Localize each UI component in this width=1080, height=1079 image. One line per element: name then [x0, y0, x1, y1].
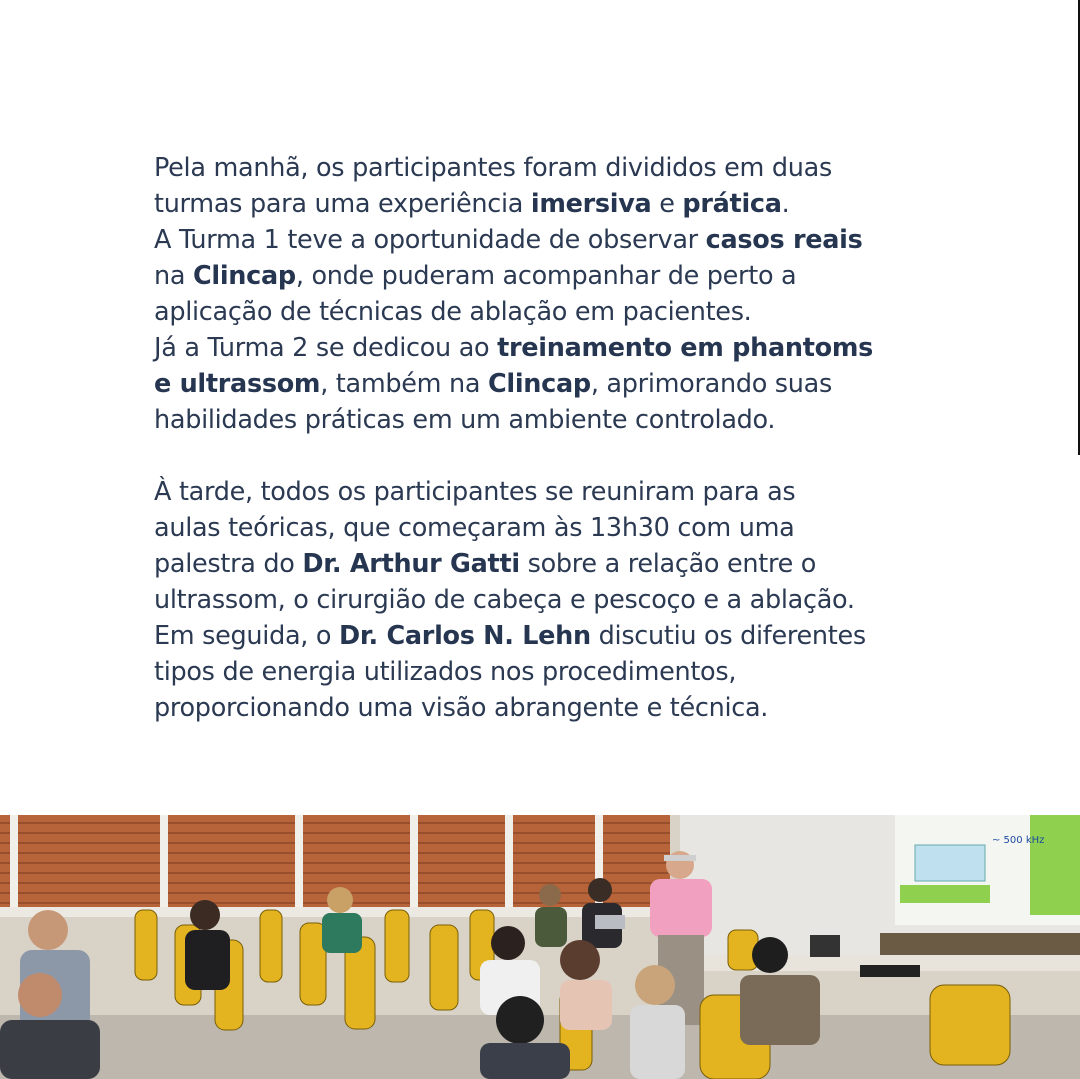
projected-slide: [895, 815, 1080, 925]
text-line: na Clincap, onde puderam acompanhar de perto a: [154, 261, 797, 291]
text-line: habilidades práticas em um ambiente controlado.: [154, 405, 776, 435]
bold-carlos-lehn: Dr. Carlos N. Lehn: [339, 621, 591, 651]
bold-practical: prática: [682, 189, 782, 219]
text-line: A Turma 1 teve a oportunidade de observar casos reais: [154, 225, 863, 255]
text-line: aulas teóricas, que começaram às 13h30 com uma: [154, 513, 795, 543]
text-line: palestra do Dr. Arthur Gatti sobre a relação entre o: [154, 549, 817, 579]
paragraph-morning: [154, 150, 974, 438]
text-line: tipos de energia utilizados nos procedimentos,: [154, 657, 737, 687]
bold-real-cases: casos reais: [705, 225, 863, 255]
text-line: À tarde, todos os participantes se reuniram para as: [154, 477, 796, 507]
text-line: Pela manhã, os participantes foram divididos em duas: [154, 153, 832, 183]
text-line: Já a Turma 2 se dedicou ao treinamento em phantoms: [154, 333, 873, 363]
bold-ultrasound: e ultrassom: [154, 369, 321, 399]
text-line: aplicação de técnicas de ablação em pacientes.: [154, 297, 752, 327]
lecture-photo: [0, 815, 1080, 1079]
text-line: proporcionando uma visão abrangente e técnica.: [154, 693, 769, 723]
paragraph-afternoon: [154, 474, 974, 726]
text-line: ultrassom, o cirurgião de cabeça e pescoço e a ablação.: [154, 585, 855, 615]
text-line: Em seguida, o Dr. Carlos N. Lehn discutiu os diferentes: [154, 621, 866, 651]
bold-clincap: Clincap: [487, 369, 591, 399]
slide-frequency-label: ~ 500 kHz: [992, 835, 1045, 846]
article-text: [154, 150, 974, 726]
bold-phantoms: treinamento em phantoms: [497, 333, 873, 363]
text-line: turmas para uma experiência imersiva e prática.: [154, 189, 790, 219]
text-line: e ultrassom, também na Clincap, aprimorando suas: [154, 369, 832, 399]
bold-immersive: imersiva: [530, 189, 652, 219]
bold-arthur-gatti: Dr. Arthur Gatti: [302, 549, 520, 579]
bold-clincap: Clincap: [193, 261, 296, 291]
lecture-room-illustration: [0, 815, 1080, 1079]
